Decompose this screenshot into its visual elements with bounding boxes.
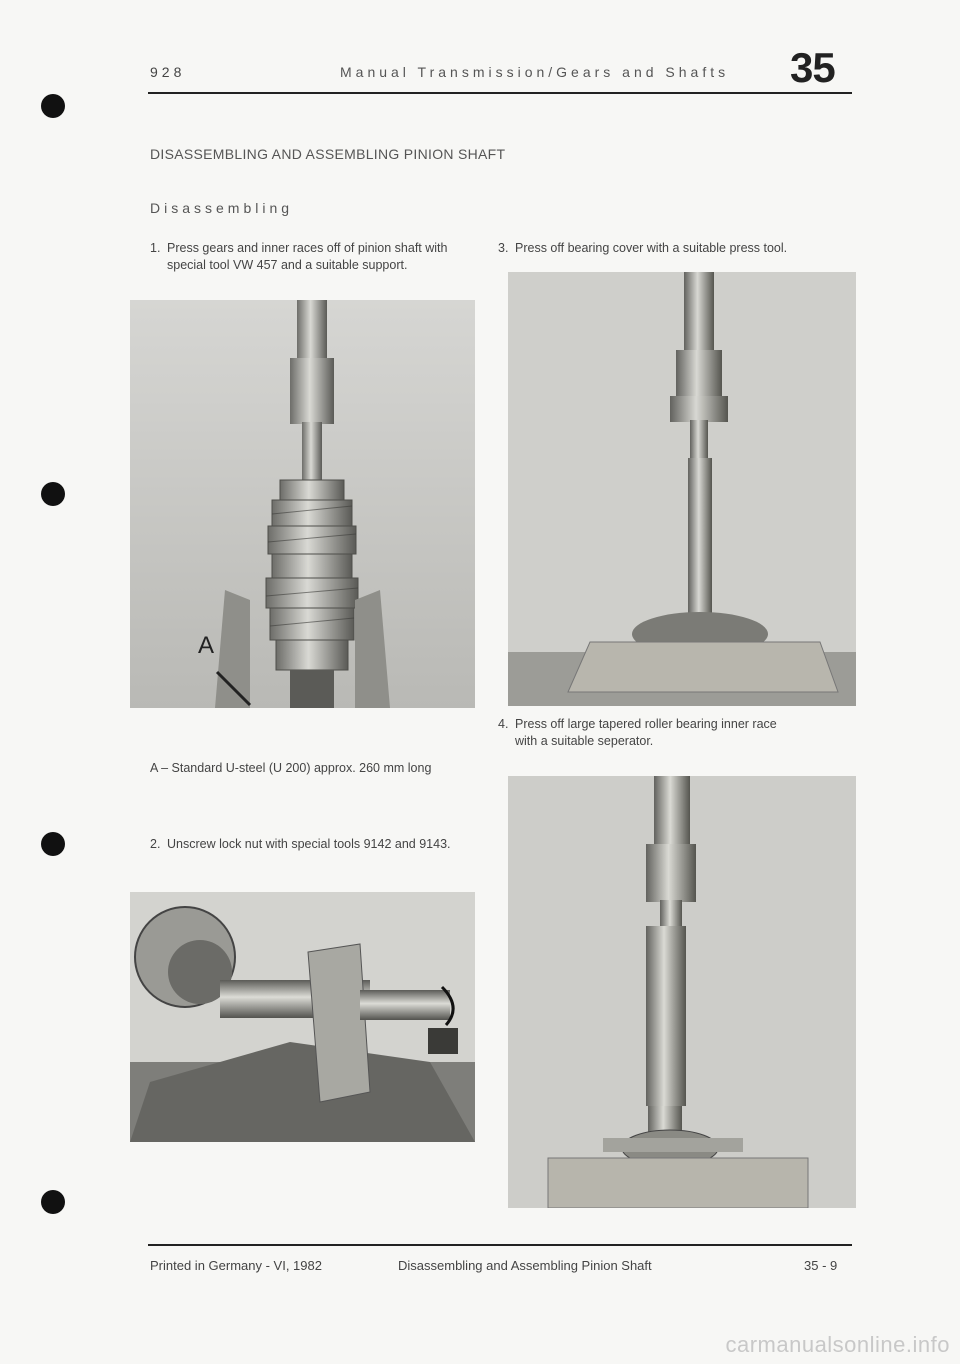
step-4 (498, 716, 858, 750)
step-text: Press gears and inner races off of pinion shaft with (167, 241, 448, 255)
binder-hole (41, 1190, 65, 1214)
page-number: 35 - 9 (804, 1258, 838, 1273)
step-text: Press off bearing cover with a suitable press tool. (515, 241, 788, 255)
watermark: carmanualsonline.info (725, 1332, 950, 1357)
page-header-title: Manual Transmission/Gears and Shafts (340, 64, 730, 80)
gear-press-illustration (130, 300, 475, 708)
step-number: 2. (150, 837, 161, 851)
subsection-title: Disassembling (150, 200, 294, 216)
step-number: 3. (498, 241, 509, 255)
step-2 (150, 836, 510, 853)
step-text: Unscrew lock nut with special tools 9142 and 9143. (167, 837, 451, 851)
callout-a-label: A (198, 632, 215, 659)
footer-page-title: Disassembling and Assembling Pinion Shaft (398, 1258, 652, 1273)
group-number: 35 (790, 44, 835, 91)
bearing-cover-press-illustration (508, 272, 856, 706)
caption-a: A – Standard U-steel (U 200) approx. 260 mm long (150, 761, 432, 775)
section-title: DISASSEMBLING AND ASSEMBLING PINION SHAFT (150, 146, 506, 162)
binder-hole (41, 94, 65, 118)
model-number: 928 (150, 64, 186, 80)
binder-hole (41, 832, 65, 856)
lock-nut-tool-illustration (130, 892, 475, 1142)
footer-printed: Printed in Germany - VI, 1982 (150, 1258, 322, 1273)
photo-press-bearing-cover (508, 272, 856, 706)
separator-press-illustration (508, 776, 856, 1208)
step-3 (498, 240, 858, 257)
header-rule (148, 92, 852, 94)
step-text: special tool VW 457 and a suitable support. (167, 258, 408, 272)
step-number: 1. (150, 241, 161, 255)
binder-hole (41, 482, 65, 506)
step-number: 4. (498, 717, 509, 731)
step-1 (150, 240, 490, 274)
photo-pressing-gears (130, 300, 475, 708)
photo-press-roller-bearing (508, 776, 856, 1208)
step-text: with a suitable seperator. (515, 734, 654, 748)
footer-rule (148, 1244, 852, 1246)
photo-unscrew-lock-nut (130, 892, 475, 1142)
step-text: Press off large tapered roller bearing inner race (515, 717, 777, 731)
